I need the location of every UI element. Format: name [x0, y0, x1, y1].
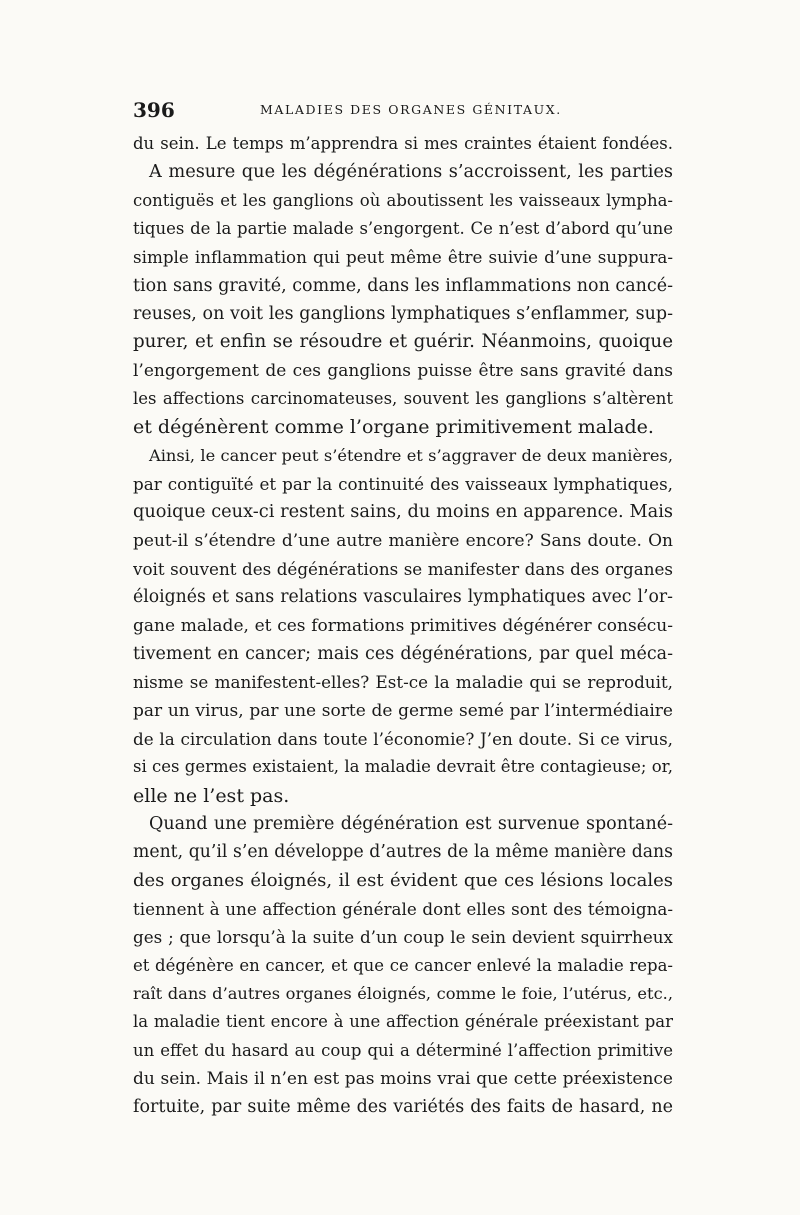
text-line: gane malade, et ces formations primitives dégénérer consécu- [133, 615, 673, 636]
running-head [133, 96, 673, 126]
text-line: les affections carcinomateuses, souvent les ganglions s’altèrent [133, 388, 673, 408]
text-line: par contiguïté et par la continuité des vaisseaux lymphatiques, [133, 473, 673, 494]
text-line: éloignés et sans relations vasculaires lymphatiques avec l’or- [133, 587, 673, 608]
text-line: raît dans d’autres organes éloignés, comme le foie, l’utérus, etc., [133, 983, 673, 1003]
text-line: voit souvent des dégénérations se manifester dans des organes [133, 558, 673, 579]
text-line: A mesure que les dégénérations s’accroissent, les parties [149, 162, 673, 183]
text-line: tion sans gravité, comme, dans les inflammations non cancé- [133, 275, 673, 296]
text-line: l’engorgement de ces ganglions puisse être sans gravité dans [133, 360, 673, 381]
text-line: Ainsi, le cancer peut s’étendre et s’aggraver de deux manières, [149, 445, 673, 465]
page-number: 396 [133, 98, 175, 122]
text-line: un effet du hasard au coup qui a déterminé l’affection primitive [133, 1040, 673, 1060]
text-line: de la circulation dans toute l’économie? J’en doute. Si ce virus, [133, 728, 673, 749]
body-text [133, 130, 673, 1121]
text-line: la maladie tient encore à une affection générale préexistant par [133, 1012, 673, 1032]
text-line: fortuite, par suite même des variétés des faits de hasard, ne [133, 1097, 673, 1118]
text-line: Quand une première dégénération est survenue spontané- [149, 813, 673, 834]
text-line: quoique ceux-ci restent sains, du moins en apparence. Mais [133, 502, 673, 523]
text-line: ges ; que lorsqu’à la suite d’un coup le sein devient squirrheux [133, 927, 673, 948]
text-line: du sein. Mais il n’en est pas moins vrai que cette préexistence [133, 1068, 673, 1089]
text-line: simple inflammation qui peut même être suivie d’une suppura- [133, 247, 673, 268]
running-title: MALADIES DES ORGANES GÉNITAUX. [260, 102, 562, 117]
text-line: tiques de la partie malade s’engorgent. Ce n’est d’abord qu’une [133, 218, 673, 238]
text-line: si ces germes existaient, la maladie devrait être contagieuse; or, [133, 757, 673, 777]
text-line: des organes éloignés, il est évident que ces lésions locales [133, 869, 673, 891]
text-line: et dégénèrent comme l’organe primitivement malade. [133, 416, 654, 439]
text-line: peut-il s’étendre d’une autre manière encore? Sans doute. On [133, 530, 673, 551]
text-line: tiennent à une affection générale dont elles sont des témoigna- [133, 898, 673, 919]
text-line: nisme se manifestent-elles? Est-ce la maladie qui se reproduit, [133, 672, 673, 693]
text-line: purer, et enfin se résoudre et guérir. Néanmoins, quoique [133, 331, 673, 353]
text-line: elle ne l’est pas. [133, 784, 290, 807]
text-line: du sein. Le temps m’apprendra si mes craintes étaient fondées. [133, 134, 673, 153]
text-line: par un virus, par une sorte de germe semé par l’intermédiaire [133, 700, 673, 721]
text-line: et dégénère en cancer, et que ce cancer enlevé la maladie repa- [133, 955, 673, 975]
text-line: reuses, on voit les ganglions lymphatiques s’enflammer, sup- [133, 303, 673, 324]
text-line: tivement en cancer; mais ces dégénérations, par quel méca- [133, 643, 673, 664]
text-line: contiguës et les ganglions où aboutissent les vaisseaux lympha- [133, 190, 673, 210]
text-line: ment, qu’il s’en développe d’autres de la même manière dans [133, 842, 673, 863]
